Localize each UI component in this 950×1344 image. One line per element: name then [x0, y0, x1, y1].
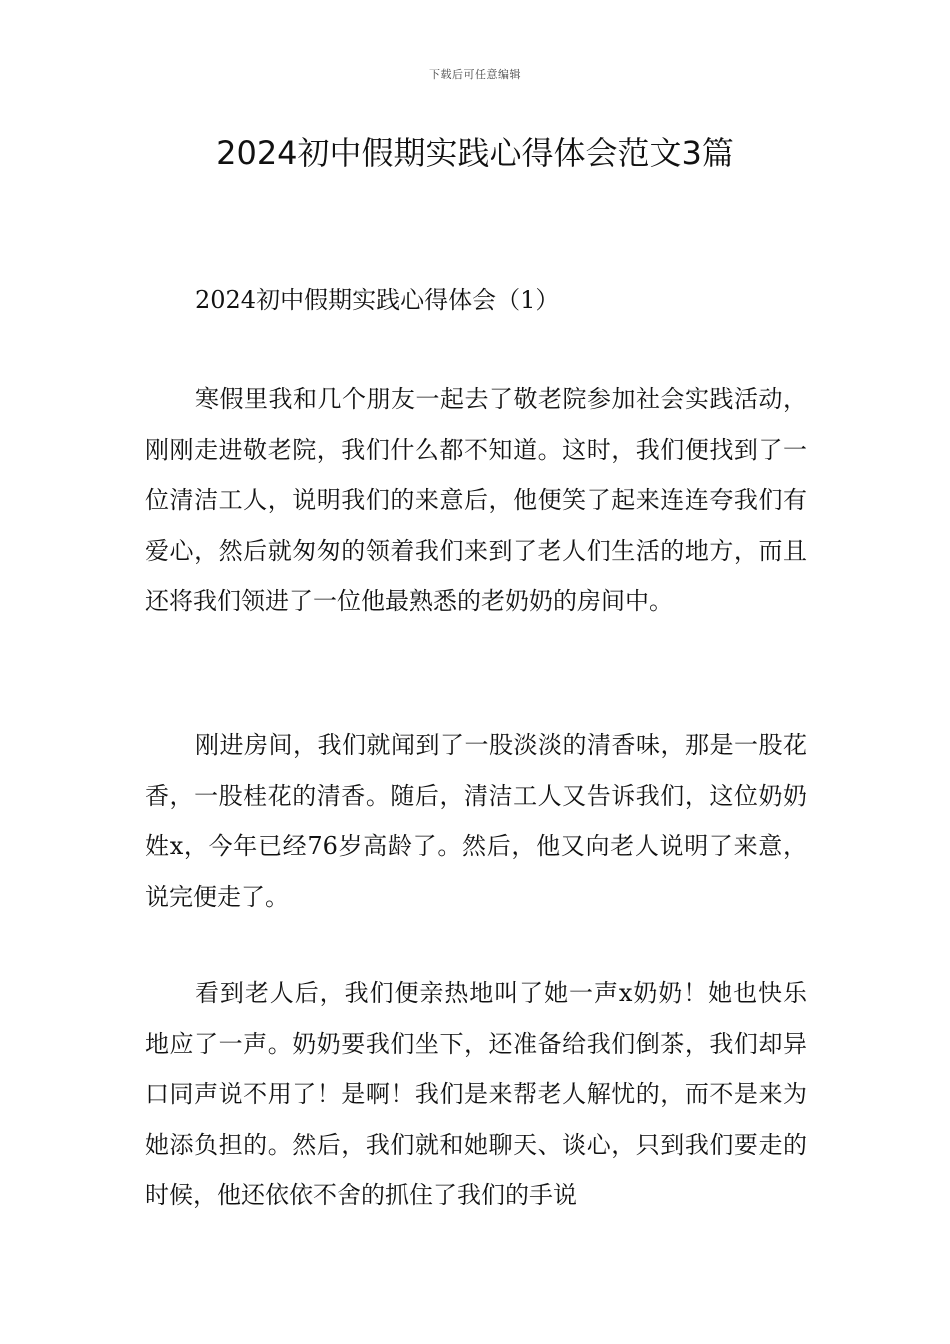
section-heading: 2024初中假期实践心得体会（1）	[195, 286, 560, 314]
document-title: 2024初中假期实践心得体会范文3篇	[216, 134, 734, 172]
paragraph-1: 寒假里我和几个朋友一起去了敬老院参加社会实践活动，刚刚走进敬老院，我们什么都不知道。这时，我们便找到了一位清洁工人，说明我们的来意后，他便笑了起来连连夸我们有爱心，然后就匆匆的领着我们来到了老人们生活的地方，而且还将我们领进了一位他最熟悉的老奶奶的房间中。	[145, 385, 807, 615]
header-note: 下载后可任意编辑	[429, 68, 521, 81]
paragraph-2: 刚进房间，我们就闻到了一股淡淡的清香味，那是一股花香，一股桂花的清香。随后，清洁工人又告诉我们，这位奶奶姓x，今年已经76岁高龄了。然后，他又向老人说明了来意，说完便走了。	[145, 731, 807, 911]
paragraph-3: 看到老人后，我们便亲热地叫了她一声x奶奶！她也快乐地应了一声。奶奶要我们坐下，还准备给我们倒茶，我们却异口同声说不用了！是啊！我们是来帮老人解忧的，而不是来为她添负担的。然后，我们就和她聊天、谈心，只到我们要走的时候，他还依依不舍的抓住了我们的手说	[145, 979, 807, 1209]
